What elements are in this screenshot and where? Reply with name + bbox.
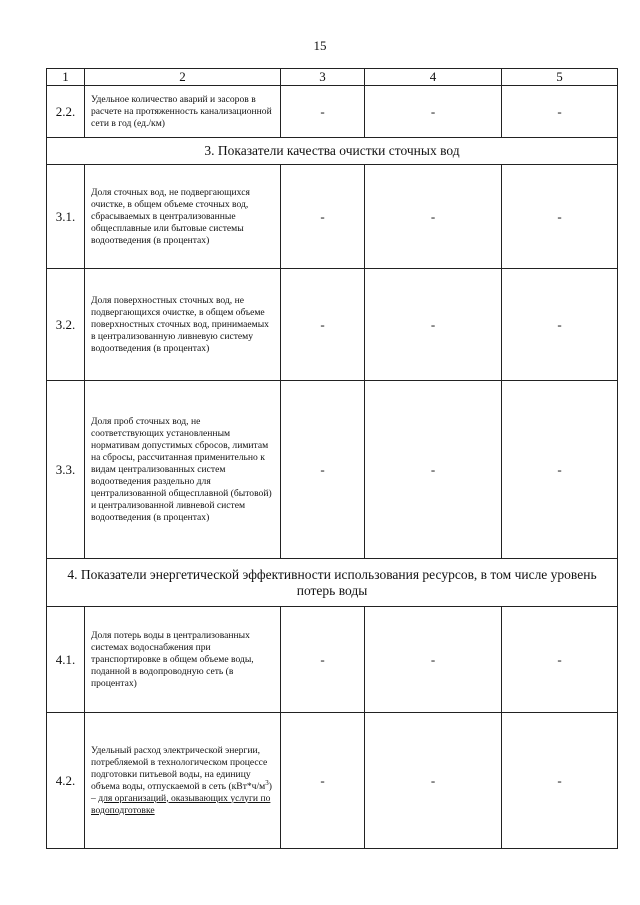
header-cell-2: 2 — [85, 69, 281, 86]
value-cell: - — [502, 607, 618, 713]
value-cell: - — [365, 165, 502, 269]
row-description: Доля проб сточных вод, не соответствующих установленным нормативам допустимых сбросов, лимитам на сбросы, рассчитанная применительно к видам централизованных систем водоотведения раздельно для централизованной общесплавной (бытовой) и централизованной ливневой систем водоотведения (в процентах) — [85, 381, 281, 559]
value-cell: - — [365, 86, 502, 138]
value-cell: - — [502, 381, 618, 559]
table-row — [47, 269, 618, 381]
value-cell: - — [365, 381, 502, 559]
value-cell: - — [281, 713, 365, 849]
table-row — [47, 165, 618, 269]
value-cell: - — [365, 269, 502, 381]
section-row — [47, 138, 618, 165]
underlined-note: для организаций, оказывающих услуги по водоподготовке — [91, 792, 271, 816]
table-row — [47, 381, 618, 559]
row-number: 4.1. — [47, 607, 85, 713]
page-number: 15 — [313, 38, 327, 53]
value-cell: - — [281, 86, 365, 138]
header-cell-3: 3 — [281, 69, 365, 86]
row-description: Доля потерь воды в централизованных системах водоснабжения при транспортировке в общем объеме воды, поданной в водопроводную сеть (в процентах) — [85, 607, 281, 713]
row-number: 3.2. — [47, 269, 85, 381]
row-number: 3.3. — [47, 381, 85, 559]
indicators-table — [46, 68, 618, 849]
row-description: Удельное количество аварий и засоров в расчете на протяженность канализационной сети в год (ед./км) — [85, 86, 281, 138]
table-row — [47, 607, 618, 713]
value-cell: - — [281, 607, 365, 713]
table-header-row — [47, 69, 618, 86]
row-description — [85, 713, 281, 849]
value-cell: - — [502, 269, 618, 381]
value-cell: - — [281, 381, 365, 559]
description-text: ) – — [91, 780, 272, 804]
value-cell: - — [502, 86, 618, 138]
row-number: 4.2. — [47, 713, 85, 849]
value-cell: - — [365, 607, 502, 713]
value-cell: - — [502, 165, 618, 269]
value-cell: - — [502, 713, 618, 849]
section-row — [47, 559, 618, 607]
section-title: 4. Показатели энергетической эффективности использования ресурсов, в том числе уровень потерь воды — [47, 559, 618, 607]
value-cell: - — [281, 269, 365, 381]
description-text: Удельный расход электрической энергии, потребляемой в технологическом процессе подготовки питьевой воды, на единицу объема воды, отпускаемой в сеть (кВт*ч/м — [91, 744, 268, 792]
table-row — [47, 86, 618, 138]
header-cell-1: 1 — [47, 69, 85, 86]
row-description: Доля поверхностных сточных вод, не подвергающихся очистке, в общем объеме поверхностных сточных вод, принимаемых в централизованную ливневую систему водоотведения (в процентах) — [85, 269, 281, 381]
section-title: 3. Показатели качества очистки сточных вод — [47, 138, 618, 165]
superscript: 3 — [265, 778, 269, 787]
table-row — [47, 713, 618, 849]
header-cell-4: 4 — [365, 69, 502, 86]
row-number: 2.2. — [47, 86, 85, 138]
header-cell-5: 5 — [502, 69, 618, 86]
row-description: Доля сточных вод, не подвергающихся очистке, в общем объеме сточных вод, сбрасываемых в централизованные общесплавные или бытовые системы водоотведения (в процентах) — [85, 165, 281, 269]
row-number: 3.1. — [47, 165, 85, 269]
value-cell: - — [281, 165, 365, 269]
value-cell: - — [365, 713, 502, 849]
